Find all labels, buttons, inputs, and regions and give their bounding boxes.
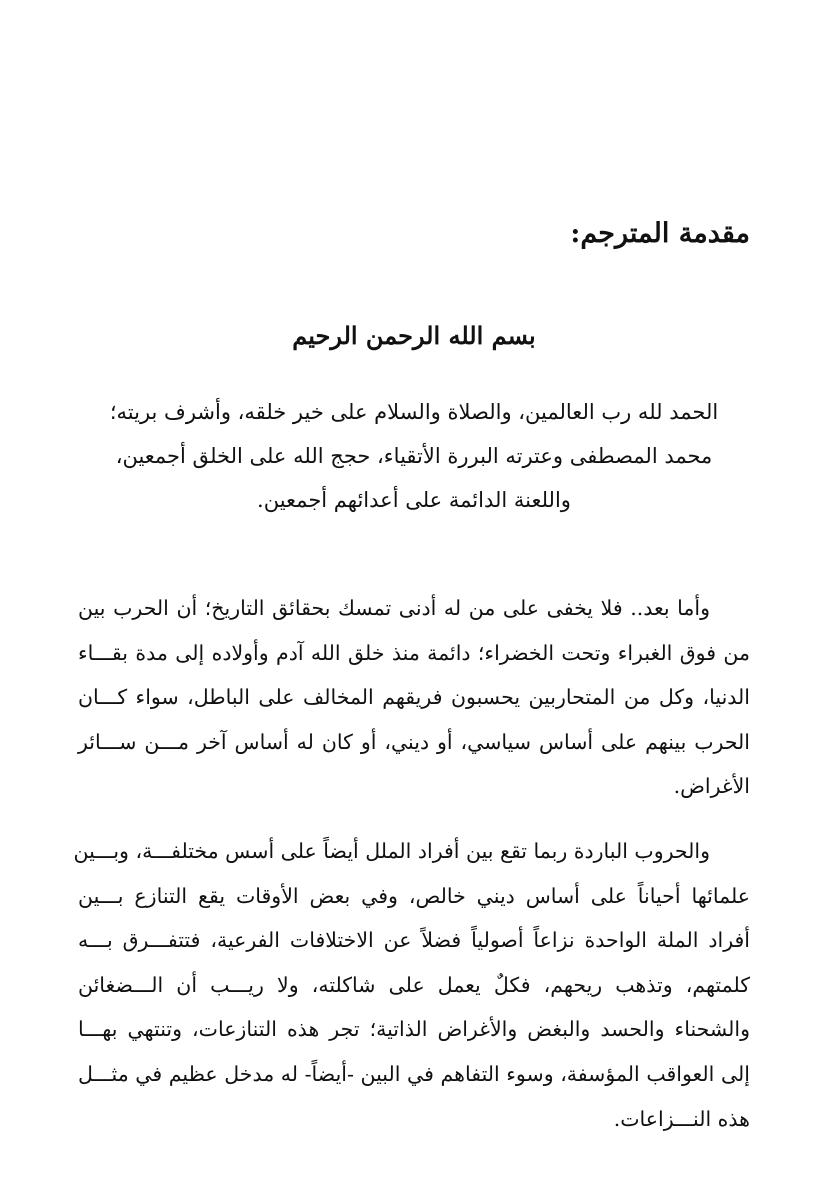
paragraph — [78, 586, 750, 809]
paragraph-line: الحرب بينهم على أساس سياسي، أو ديني، أو كان له أساس آخر مـــن ســـائر — [78, 729, 750, 754]
paragraph — [73, 829, 750, 1141]
paragraph-line: إلى العواقب المؤسفة، وسوء التفاهم في البين -أيضاً- له مدخل عظيم في مثـــل — [78, 1061, 750, 1086]
paragraph-line: الأغراض. — [673, 774, 750, 799]
paragraph-line: هذه النـــزاعات. — [613, 1106, 750, 1131]
basmala-title: بسم الله الرحمن الرحيم — [292, 321, 536, 350]
paragraph-line: والشحناء والحسد والبغض والأغراض الذاتية؛ تجر هذه التنازعات، وتنتهي بهـــا — [78, 1017, 750, 1042]
page-heading: مقدمة المترجم: — [570, 218, 750, 249]
paragraph-line: وأما بعد.. فلا يخفى على من له أدنى تمسك بحقائق التاريخ؛ أن الحرب بين — [78, 596, 710, 620]
opening-line: محمد المصطفى وعترته البررة الأتقياء، حجج الله على الخلق أجمعين، — [115, 444, 713, 468]
opening-line: واللعنة الدائمة على أعدائهم أجمعين. — [257, 488, 571, 512]
paragraph-line: والحروب الباردة ربما تقع بين أفراد الملل أيضاً على أسس مختلفـــة، وبـــين — [73, 839, 710, 863]
paragraph-line: كلمتهم، وتذهب ريحهم، فكلٌ يعمل على شاكلته، ولا ريـــب أن الـــضغائن — [78, 972, 750, 997]
opening-invocation — [0, 390, 828, 522]
paragraph-line: من فوق الغبراء وتحت الخضراء؛ دائمة منذ خلق الله آدم وأولاده إلى مدة بقـــاء — [78, 640, 750, 665]
paragraph-line: أفراد الملة الواحدة نزاعاً أصولياً فضلاً عن الاختلافات الفرعية، فتتفـــرق بـــه — [78, 928, 750, 953]
paragraph-line: علمائها أحياناً على أساس ديني خالص، وفي بعض الأوقات يقع التنازع بـــين — [78, 883, 750, 908]
paragraph-line: الدنيا، وكل من المتحاربين يحسبون فريقهم المخالف على الباطل، سواء كـــان — [78, 685, 750, 710]
opening-line: الحمد لله رب العالمين، والصلاة والسلام على خير خلقه، وأشرف بريته؛ — [109, 400, 719, 424]
